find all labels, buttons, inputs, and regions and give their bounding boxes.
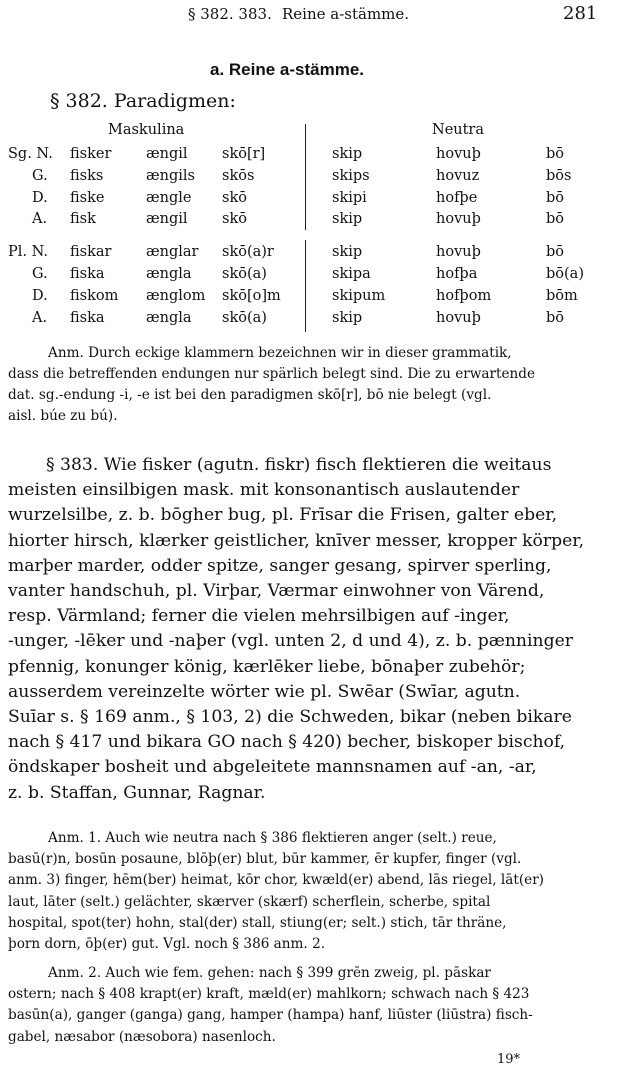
text-line: gabel, næsabor (næsobora) nasenloch. [8, 1028, 276, 1045]
table-divider-singular [305, 124, 306, 230]
table-cell: bō(a) [546, 266, 584, 282]
table-cell: skips [332, 168, 370, 184]
table-cell: hovuþ [436, 310, 481, 326]
table-cell: skō(a)r [222, 244, 274, 260]
text-line: -unger, -lēker und -naþer (vgl. unten 2, d und 4), z. b. pænninger [8, 631, 573, 652]
table-cell: skō [222, 190, 247, 206]
text-line: hospital, spot(ter) hohn, stal(der) stall, stiung(er; selt.) stich, tār thräne, [8, 914, 507, 931]
table-cell: skō [222, 211, 247, 227]
table-cell: skō(a) [222, 266, 267, 282]
case-label: D. [32, 288, 48, 304]
page-number: 281 [563, 3, 598, 24]
table-cell: fiskom [70, 288, 119, 304]
table-cell: ængla [146, 310, 192, 326]
case-label: A. [32, 211, 48, 227]
text-line: basūn(a), ganger (ganga) gang, hamper (hampa) hanf, liūster (liūstra) fisch- [8, 1007, 533, 1024]
text-line: öndskaper bosheit und abgeleitete mannsnamen auf -an, -ar, [8, 757, 537, 778]
note-line: Anm. Durch eckige klammern bezeichnen wir in dieser grammatik, [48, 345, 512, 361]
table-cell: ænglom [146, 288, 206, 304]
text-line: Suīar s. § 169 anm., § 103, 2) die Schweden, bikar (neben bikare [8, 707, 572, 727]
case-label: G. [32, 168, 48, 184]
text-line: resp. Värmland; ferner die vielen mehrsilbigen auf -inger, [8, 606, 510, 627]
note-line: aisl. búe zu bú). [8, 408, 118, 424]
text-line: pfennig, konunger könig, kærlēker liebe, bōnaþer zubehör; [8, 656, 526, 677]
table-cell: skipum [332, 288, 386, 304]
text-line: z. b. Staffan, Gunnar, Ragnar. [8, 782, 266, 803]
table-cell: ængils [146, 168, 195, 184]
group-header-neutra: Neutra [432, 122, 485, 138]
case-label: A. [32, 310, 48, 326]
note-line: dass die betreffenden endungen nur spärlich belegt sind. Die zu erwartende [8, 366, 536, 382]
table-cell: skō[o]m [222, 288, 281, 304]
signature-mark: 19* [497, 1052, 521, 1067]
table-cell: fisks [70, 168, 104, 184]
table-cell: hovuþ [436, 244, 481, 260]
text-line: vanter handschuh, pl. Virþar, Værmar einwohner von Värend, [8, 581, 545, 601]
table-cell: bō [546, 244, 565, 260]
table-cell: bōm [546, 288, 578, 304]
case-label: D. [32, 190, 48, 206]
text-line: § 383. Wie fisker (agutn. fiskr) fisch flektieren die weitaus [46, 455, 552, 475]
table-cell: hovuþ [436, 146, 481, 162]
text-line: wurzelsilbe, z. b. bōgher bug, pl. Frīsar die Frisen, galter eber, [8, 505, 558, 526]
group-header-maskulina: Maskulina [108, 122, 185, 138]
text-line: ostern; nach § 408 krapt(er) kraft, mæld(er) mahlkorn; schwach nach § 423 [8, 986, 530, 1003]
table-cell: bō [546, 146, 565, 162]
text-line: laut, lāter (selt.) gelächter, skærver (skærf) scherflein, scherbe, spital [8, 893, 491, 910]
table-cell: bōs [546, 168, 572, 184]
table-cell: skip [332, 211, 363, 227]
table-cell: skipi [332, 190, 367, 206]
table-cell: bō [546, 310, 565, 326]
table-cell: ænglar [146, 244, 199, 260]
header-running-title: Reine a-stämme. [282, 5, 410, 23]
text-line: basū(r)n, bosūn posaune, blōþ(er) blut, būr kammer, ēr kupfer, finger (vgl. [8, 851, 522, 868]
text-line: anm. 3) finger, hēm(ber) heimat, kōr chor, kwæld(er) abend, lās riegel, lāt(er) [8, 872, 544, 889]
table-cell: fisker [70, 146, 112, 162]
table-cell: hovuþ [436, 211, 481, 227]
table-cell: ængil [146, 211, 188, 227]
table-cell: skip [332, 244, 363, 260]
table-cell: ængla [146, 266, 192, 282]
text-line: ausserdem vereinzelte wörter wie pl. Swēar (Swīar, agutn. [8, 681, 521, 702]
case-label: Pl. N. [8, 244, 48, 260]
table-cell: skip [332, 310, 363, 326]
table-cell: fisk [70, 211, 96, 227]
text-line: nach § 417 und bikara GO nach § 420) becher, biskoper bischof, [8, 732, 566, 753]
note-line: dat. sg.-endung -i, -e ist bei den paradigmen skō[r], bō nie belegt (vgl. [8, 387, 492, 403]
table-cell: ængil [146, 146, 188, 162]
header-section-ref: § 382. 383. [188, 5, 272, 23]
table-cell: bō [546, 190, 565, 206]
text-line: Anm. 2. Auch wie fem. gehen: nach § 399 grēn zweig, pl. pāskar [48, 965, 491, 981]
section-382-heading: § 382. Paradigmen: [50, 90, 236, 112]
table-cell: skō(a) [222, 310, 267, 326]
text-line: hiorter hirsch, klærker geistlicher, knīver messer, kropper körper, [8, 530, 585, 551]
table-cell: hofþa [436, 266, 478, 282]
table-cell: skip [332, 146, 363, 162]
table-cell: hofþe [436, 190, 478, 206]
table-cell: ængle [146, 190, 192, 206]
table-divider-plural [305, 240, 306, 332]
chapter-title: a. Reine a-stämme. [210, 60, 365, 79]
table-cell: skō[r] [222, 146, 266, 162]
case-label: G. [32, 266, 48, 282]
case-label: Sg. N. [8, 146, 53, 162]
table-cell: fiske [70, 190, 105, 206]
text-line: meisten einsilbigen mask. mit konsonantisch auslautender [8, 480, 520, 501]
table-cell: skipa [332, 266, 371, 282]
table-cell: fiska [70, 310, 105, 326]
table-cell: skōs [222, 168, 255, 184]
text-line: þorn dorn, ōþ(er) gut. Vgl. noch § 386 anm. 2. [8, 936, 326, 952]
text-line: Anm. 1. Auch wie neutra nach § 386 flektieren anger (selt.) reue, [48, 830, 497, 846]
text-line: marþer marder, odder spitze, sanger gesang, spirver sperling, [8, 555, 552, 576]
table-cell: fiskar [70, 244, 112, 260]
table-cell: bō [546, 211, 565, 227]
table-cell: fiska [70, 266, 105, 282]
table-cell: hofþom [436, 288, 492, 304]
table-cell: hovuz [436, 168, 480, 184]
